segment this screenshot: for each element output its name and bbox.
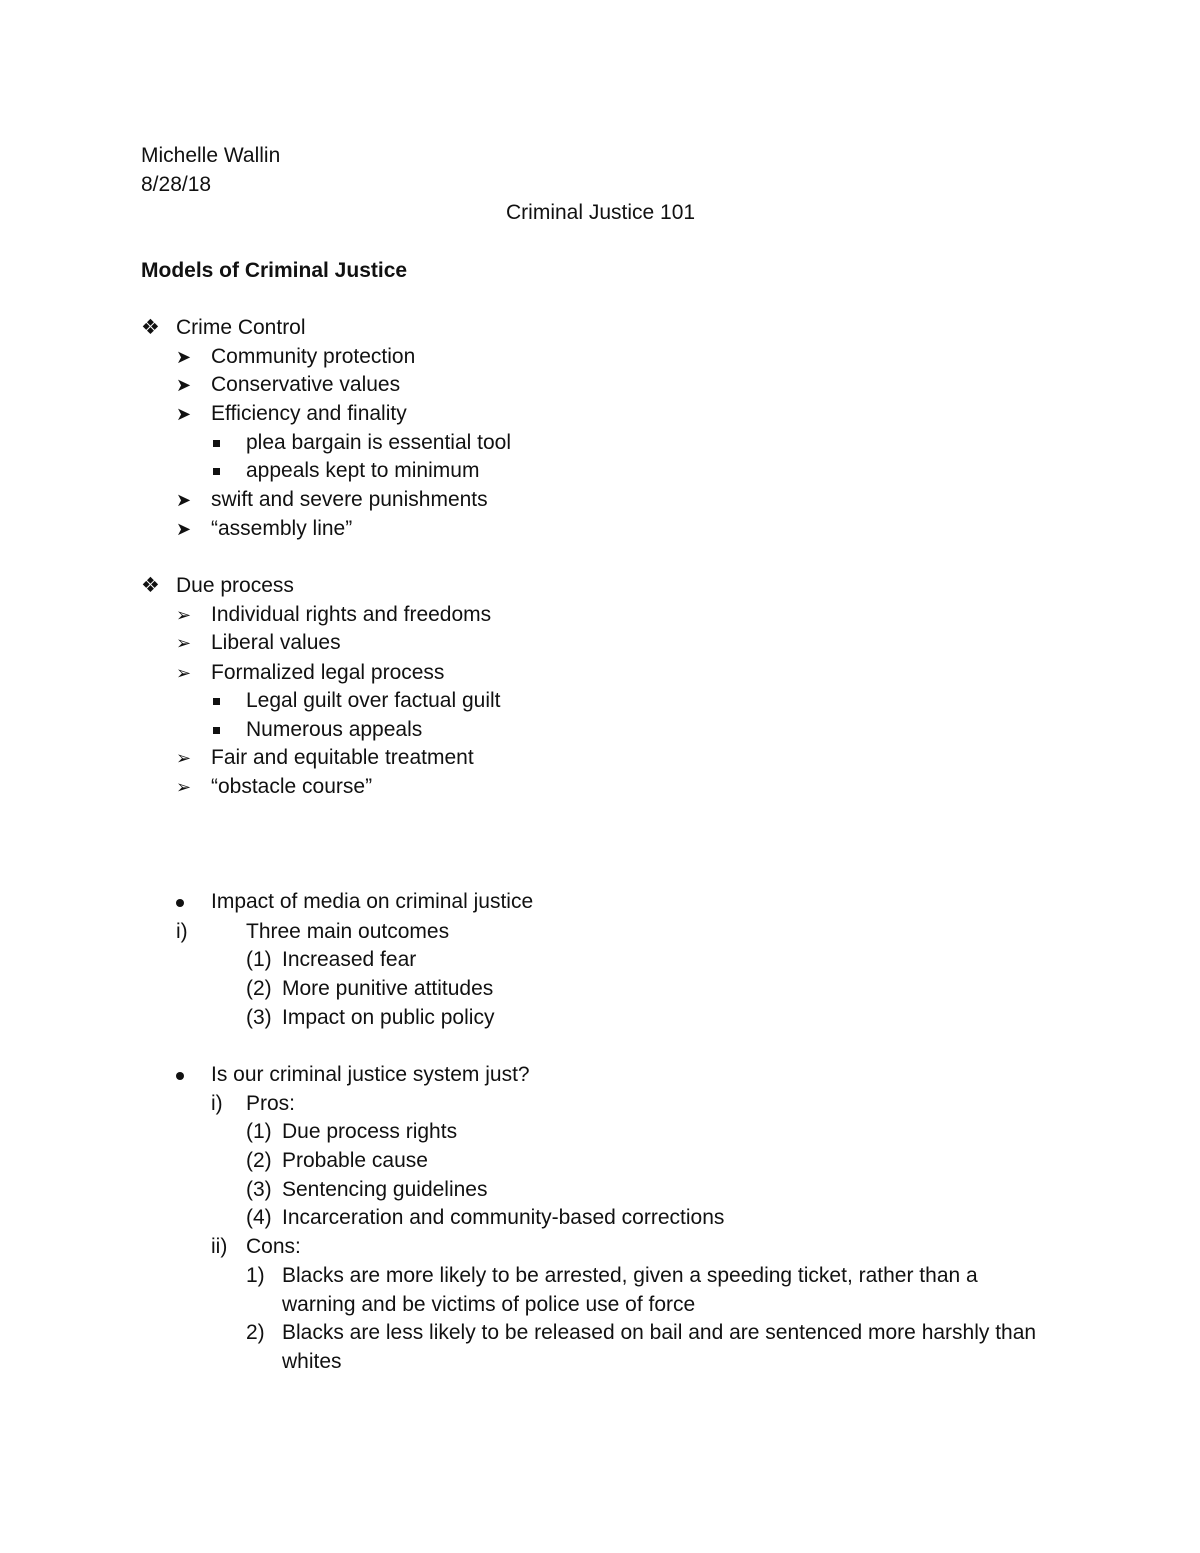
arrow-bullet-icon: ➤	[176, 375, 192, 395]
cons-label: Cons:	[246, 1235, 301, 1258]
arrow-bullet-icon: ➢	[176, 663, 192, 683]
list-marker: i)	[211, 1092, 223, 1115]
arrow-bullet-icon: ➤	[176, 404, 192, 424]
pros-label: Pros:	[246, 1092, 296, 1115]
cons-item-line: Blacks are more likely to be arrested, given a speeding ticket, rather than a	[282, 1264, 978, 1287]
crime-control-item: swift and severe punishments	[211, 488, 488, 511]
arrow-bullet-icon: ➢	[176, 748, 192, 768]
pros-item: Due process rights	[282, 1120, 458, 1143]
due-process-item: Formalized legal process	[211, 661, 445, 684]
section-heading: Models of Criminal Justice	[141, 259, 408, 282]
arrow-bullet-icon: ➤	[176, 519, 192, 539]
diamond-bullet-icon: ❖	[141, 574, 160, 597]
arrow-bullet-icon: ➢	[176, 605, 192, 625]
crime-control-sub-item: plea bargain is essential tool	[246, 431, 512, 454]
due-process-item: Liberal values	[211, 631, 341, 654]
round-bullet-icon	[176, 1072, 184, 1080]
document-date: 8/28/18	[141, 173, 212, 196]
outcome-item: More punitive attitudes	[282, 977, 494, 1000]
square-bullet-icon	[213, 468, 220, 475]
cons-item-line: whites	[282, 1350, 342, 1373]
list-marker: i)	[176, 920, 188, 943]
cons-item-line: Blacks are less likely to be released on bail and are sentenced more harshly than	[282, 1321, 1037, 1344]
media-subtitle: Three main outcomes	[246, 920, 450, 943]
crime-control-item: Community protection	[211, 345, 416, 368]
arrow-bullet-icon: ➢	[176, 633, 192, 653]
square-bullet-icon	[213, 440, 220, 447]
justice-title: Is our criminal justice system just?	[211, 1063, 530, 1086]
course-title: Criminal Justice 101	[506, 201, 696, 224]
square-bullet-icon	[213, 698, 220, 705]
list-marker: (1)	[246, 1120, 272, 1143]
round-bullet-icon	[176, 899, 184, 907]
diamond-bullet-icon: ❖	[141, 316, 160, 339]
list-marker: 1)	[246, 1264, 265, 1287]
due-process-sub-item: Legal guilt over factual guilt	[246, 689, 501, 712]
list-marker: (2)	[246, 977, 272, 1000]
list-marker: (1)	[246, 948, 272, 971]
list-marker: ii)	[211, 1235, 228, 1258]
list-marker: (3)	[246, 1178, 272, 1201]
list-marker: (4)	[246, 1206, 272, 1229]
arrow-bullet-icon: ➢	[176, 777, 192, 797]
due-process-item: “obstacle course”	[211, 775, 373, 798]
arrow-bullet-icon: ➤	[176, 347, 192, 367]
due-process-title: Due process	[176, 574, 294, 597]
crime-control-sub-item: appeals kept to minimum	[246, 459, 480, 482]
pros-item: Incarceration and community-based corrections	[282, 1206, 725, 1229]
list-marker: 2)	[246, 1321, 265, 1344]
outcome-item: Impact on public policy	[282, 1006, 495, 1029]
list-marker: (3)	[246, 1006, 272, 1029]
pros-item: Probable cause	[282, 1149, 428, 1172]
arrow-bullet-icon: ➤	[176, 490, 192, 510]
pros-item: Sentencing guidelines	[282, 1178, 488, 1201]
crime-control-title: Crime Control	[176, 316, 306, 339]
cons-item-line: warning and be victims of police use of force	[282, 1293, 696, 1316]
crime-control-item: Conservative values	[211, 373, 401, 396]
list-marker: (2)	[246, 1149, 272, 1172]
square-bullet-icon	[213, 727, 220, 734]
author-name: Michelle Wallin	[141, 144, 281, 167]
outcome-item: Increased fear	[282, 948, 417, 971]
due-process-item: Individual rights and freedoms	[211, 603, 492, 626]
due-process-sub-item: Numerous appeals	[246, 718, 423, 741]
due-process-item: Fair and equitable treatment	[211, 746, 474, 769]
crime-control-item: Efficiency and finality	[211, 402, 407, 425]
crime-control-item: “assembly line”	[211, 517, 353, 540]
media-title: Impact of media on criminal justice	[211, 890, 534, 913]
